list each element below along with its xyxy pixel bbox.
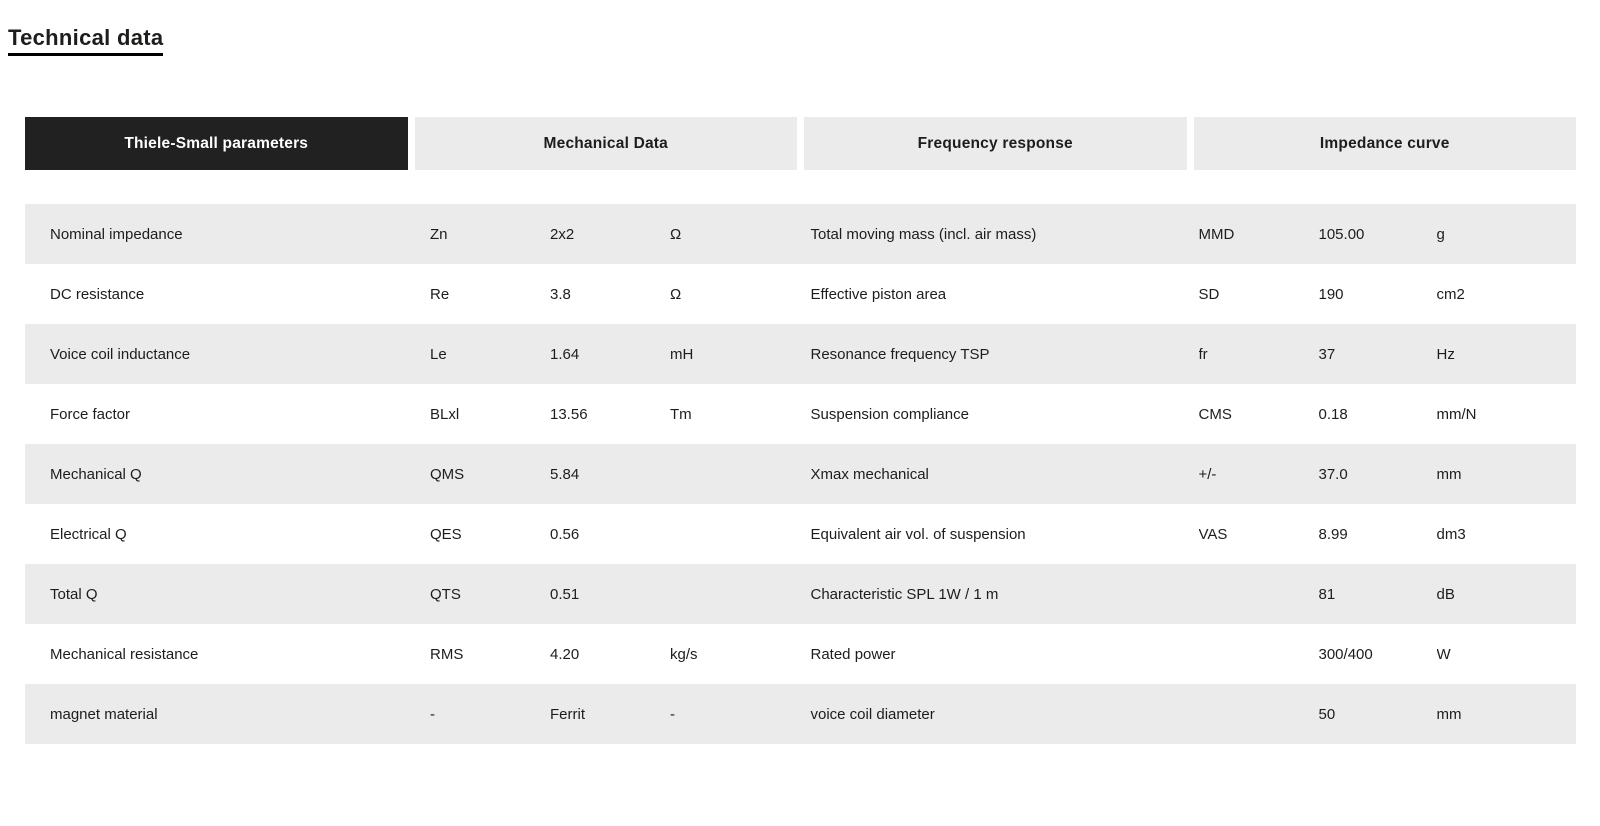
page-title: Technical data bbox=[8, 25, 163, 56]
parameter-symbol: QES bbox=[430, 525, 462, 543]
parameter-value: 1.64 bbox=[550, 345, 580, 363]
parameter-label: Total moving mass (incl. air mass) bbox=[810, 225, 1037, 243]
row-right-half bbox=[801, 444, 1577, 504]
parameter-symbol: QTS bbox=[430, 585, 461, 603]
parameter-symbol: - bbox=[430, 705, 435, 723]
parameter-symbol: BLxl bbox=[430, 405, 460, 423]
table-row bbox=[25, 384, 1576, 444]
parameter-symbol: QMS bbox=[430, 465, 465, 483]
parameter-symbol: Le bbox=[430, 345, 447, 363]
parameter-label: Suspension compliance bbox=[810, 405, 969, 423]
parameter-unit: Ω bbox=[670, 285, 682, 303]
parameter-value: 81 bbox=[1318, 585, 1336, 603]
parameter-value: 37 bbox=[1318, 345, 1336, 363]
parameter-label: Voice coil inductance bbox=[50, 345, 191, 363]
table-row bbox=[25, 324, 1576, 384]
parameter-label: Xmax mechanical bbox=[810, 465, 929, 483]
parameter-value: 5.84 bbox=[550, 465, 580, 483]
row-right-half bbox=[801, 264, 1577, 324]
parameter-label: Resonance frequency TSP bbox=[810, 345, 990, 363]
parameter-symbol: Zn bbox=[430, 225, 448, 243]
parameter-unit: Hz bbox=[1436, 345, 1455, 363]
row-left-half bbox=[25, 324, 801, 384]
parameter-value: Ferrit bbox=[550, 705, 585, 723]
parameter-unit: dm3 bbox=[1436, 525, 1466, 543]
row-right-half bbox=[801, 684, 1577, 744]
parameter-unit: mm bbox=[1436, 465, 1462, 483]
data-table bbox=[25, 204, 1576, 744]
parameter-value: 3.8 bbox=[550, 285, 571, 303]
parameter-label: voice coil diameter bbox=[810, 705, 935, 723]
parameter-unit: kg/s bbox=[670, 645, 698, 663]
row-left-half bbox=[25, 564, 801, 624]
parameter-value: 8.99 bbox=[1318, 525, 1348, 543]
row-right-half bbox=[801, 504, 1577, 564]
tab-impedance-curve[interactable]: Impedance curve bbox=[1194, 117, 1577, 170]
parameter-value: 37.0 bbox=[1318, 465, 1348, 483]
parameter-value: 105.00 bbox=[1318, 225, 1365, 243]
parameter-value: 50 bbox=[1318, 705, 1336, 723]
row-left-half bbox=[25, 444, 801, 504]
parameter-symbol: MMD bbox=[1198, 225, 1235, 243]
row-left-half bbox=[25, 384, 801, 444]
parameter-symbol: SD bbox=[1198, 285, 1220, 303]
parameter-label: Total Q bbox=[50, 585, 98, 603]
table-row bbox=[25, 204, 1576, 264]
parameter-unit: mH bbox=[670, 345, 694, 363]
parameter-unit: Ω bbox=[670, 225, 682, 243]
parameter-unit: mm bbox=[1436, 705, 1462, 723]
tab-bar bbox=[25, 117, 1576, 170]
parameter-unit: - bbox=[670, 705, 675, 723]
parameter-value: 2x2 bbox=[550, 225, 575, 243]
row-right-half bbox=[801, 204, 1577, 264]
parameter-unit: g bbox=[1436, 225, 1445, 243]
row-left-half bbox=[25, 204, 801, 264]
row-left-half bbox=[25, 624, 801, 684]
parameter-label: DC resistance bbox=[50, 285, 145, 303]
parameter-symbol: VAS bbox=[1198, 525, 1228, 543]
table-row bbox=[25, 624, 1576, 684]
parameter-value: 13.56 bbox=[550, 405, 588, 423]
table-row bbox=[25, 504, 1576, 564]
parameter-label: magnet material bbox=[50, 705, 158, 723]
row-right-half bbox=[801, 564, 1577, 624]
row-right-half bbox=[801, 384, 1577, 444]
parameter-unit: Tm bbox=[670, 405, 692, 423]
parameter-label: Mechanical Q bbox=[50, 465, 142, 483]
parameter-label: Rated power bbox=[810, 645, 896, 663]
parameter-value: 4.20 bbox=[550, 645, 580, 663]
parameter-label: Characteristic SPL 1W / 1 m bbox=[810, 585, 999, 603]
parameter-unit: mm/N bbox=[1436, 405, 1477, 423]
parameter-label: Equivalent air vol. of suspension bbox=[810, 525, 1026, 543]
parameter-unit: W bbox=[1436, 645, 1451, 663]
table-row bbox=[25, 684, 1576, 744]
row-right-half bbox=[801, 624, 1577, 684]
parameter-symbol: +/- bbox=[1198, 465, 1217, 483]
parameter-label: Mechanical resistance bbox=[50, 645, 199, 663]
tab-mechanical-data[interactable]: Mechanical Data bbox=[415, 117, 798, 170]
parameter-label: Effective piston area bbox=[810, 285, 947, 303]
table-row bbox=[25, 564, 1576, 624]
parameter-label: Nominal impedance bbox=[50, 225, 183, 243]
parameter-symbol: RMS bbox=[430, 645, 464, 663]
parameter-symbol: fr bbox=[1198, 345, 1208, 363]
parameter-value: 0.51 bbox=[550, 585, 580, 603]
parameter-value: 0.18 bbox=[1318, 405, 1348, 423]
tab-frequency-response[interactable]: Frequency response bbox=[804, 117, 1187, 170]
parameter-value: 300/400 bbox=[1318, 645, 1373, 663]
parameter-unit: cm2 bbox=[1436, 285, 1465, 303]
table-row bbox=[25, 264, 1576, 324]
tab-thiele-small-parameters[interactable]: Thiele-Small parameters bbox=[25, 117, 408, 170]
parameter-value: 0.56 bbox=[550, 525, 580, 543]
parameter-label: Electrical Q bbox=[50, 525, 127, 543]
row-right-half bbox=[801, 324, 1577, 384]
parameter-value: 190 bbox=[1318, 285, 1344, 303]
row-left-half bbox=[25, 684, 801, 744]
row-left-half bbox=[25, 504, 801, 564]
parameter-label: Force factor bbox=[50, 405, 131, 423]
table-row bbox=[25, 444, 1576, 504]
parameter-symbol: CMS bbox=[1198, 405, 1232, 423]
row-left-half bbox=[25, 264, 801, 324]
parameter-symbol: Re bbox=[430, 285, 450, 303]
parameter-unit: dB bbox=[1436, 585, 1455, 603]
